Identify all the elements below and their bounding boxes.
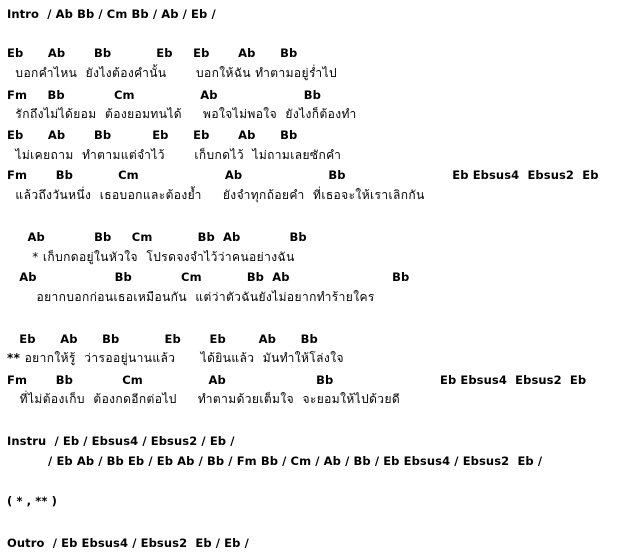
chorus1-lyrics-2: อยากบอกก่อนเธอเหมือนกัน แต่ว่าตัวฉันยังไม่อยากทำร้ายใคร <box>7 290 375 304</box>
chorus1-chords-2: Ab Bb Cm Bb Ab Bb <box>7 270 410 284</box>
chorus2-chords-2: Fm Bb Cm Ab Bb Eb Ebsus4 Ebsus2 Eb <box>7 373 587 387</box>
chorus2-marker: ** <box>7 351 21 365</box>
instru-line-1: Instru / Eb / Ebsus4 / Ebsus2 / Eb / <box>7 434 235 448</box>
verse1-lyrics-2: รักถึงไม่ได้ยอม ต้องยอมทนได้ พอใจไม่พอใจ ยังไงก็ต้องทำ <box>7 107 357 121</box>
instru-line-2: / Eb Ab / Bb Eb / Eb Ab / Bb / Fm Bb / Cm / Ab / Bb / Eb Ebsus4 / Ebsus2 Eb / <box>7 454 543 468</box>
verse1-chords-1: Eb Ab Bb Eb Eb Ab Bb <box>7 46 298 60</box>
chorus2-lyrics-1 <box>7 351 344 365</box>
verse1-lyrics-3: ไม่เคยถาม ทำตามแต่จำไว้ เก็บกดไว้ ไม่ถามเลยซักคำ <box>7 148 342 162</box>
chorus1-lyrics-1: * เก็บกดอยู่ในหัวใจ โปรดจงจำไว้ว่าคนอย่างฉัน <box>7 250 295 264</box>
chorus1-chords-1: Ab Bb Cm Bb Ab Bb <box>7 230 307 244</box>
chorus2-chords-1: Eb Ab Bb Eb Eb Ab Bb <box>7 332 318 346</box>
verse1-chords-3: Eb Ab Bb Eb Eb Ab Bb <box>7 128 298 142</box>
intro-line: Intro / Ab Bb / Cm Bb / Ab / Eb / <box>7 7 216 21</box>
verse1-lyrics-1: บอกคำไหน ยังไงต้องคำนั้น บอกให้ฉัน ทำตามอยู่ร่ำไป <box>7 66 337 80</box>
repeat-marker: ( * , ** ) <box>7 494 57 508</box>
verse1-chords-2: Fm Bb Cm Ab Bb <box>7 88 321 102</box>
verse1-lyrics-4: แล้วถึงวันหนึ่ง เธอบอกและต้องย้ำ ยังจำทุกถ้อยคำ ที่เธอจะให้เราเลิกกัน <box>7 188 425 202</box>
outro-line: Outro / Eb Ebsus4 / Ebsus2 Eb / Eb / <box>7 536 249 550</box>
chorus2-lyrics-1-text: อยากให้รู้ ว่ารออยู่นานแล้ว ได้ยินแล้ว มันทำให้โล่งใจ <box>20 351 344 365</box>
verse1-chords-4: Fm Bb Cm Ab Bb Eb Ebsus4 Ebsus2 Eb <box>7 168 599 182</box>
chorus2-lyrics-2: ที่ไม่ต้องเก็บ ต้องกดอีกต่อไป ทำตามด้วยเต็มใจ จะยอมให้ไปด้วยดี <box>7 392 401 406</box>
